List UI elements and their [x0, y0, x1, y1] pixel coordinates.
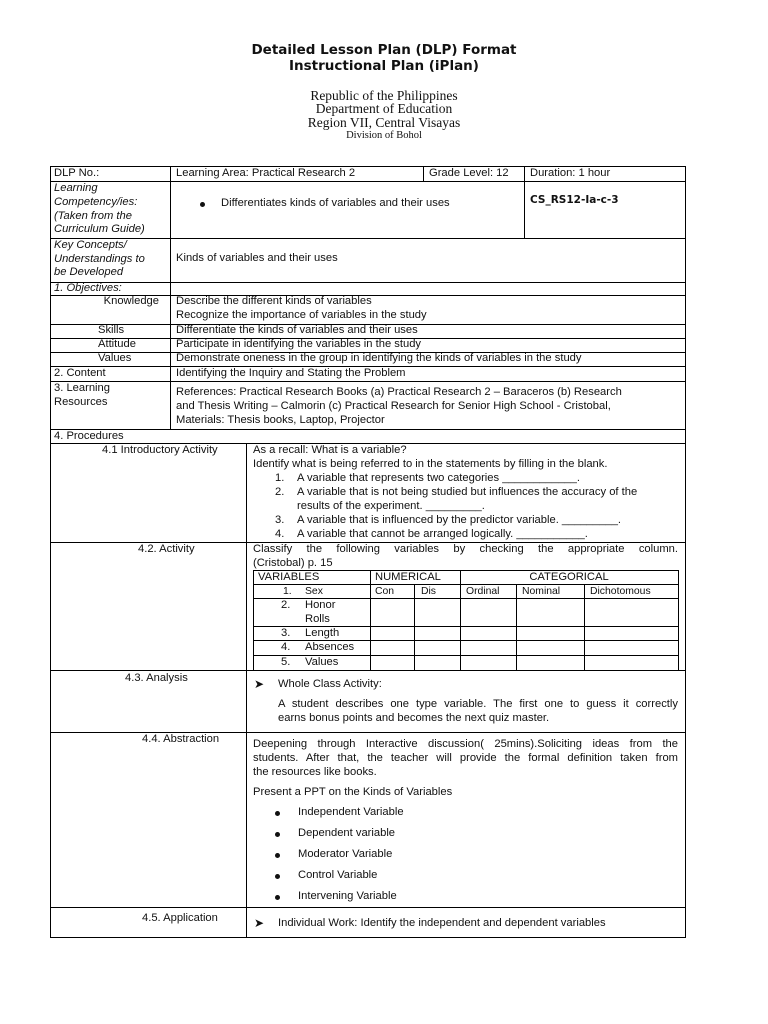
intro-item-text: A variable that cannot be arranged logically. ___________. — [297, 528, 588, 540]
intro-line-1: As a recall: What is a variable? — [253, 444, 407, 456]
resources-line-1: References: Practical Research Books (a) Practical Research 2 – Baraceros (b) Research — [176, 386, 622, 398]
document-title: Detailed Lesson Plan (DLP) Format — [251, 42, 517, 58]
variable-kind-item: Dependent variable — [298, 827, 396, 839]
intro-item-num: 1. — [275, 472, 285, 484]
skills-text: Differentiate the kinds of variables and their uses — [176, 324, 418, 336]
bullet-icon — [275, 811, 280, 816]
intro-activity-label: 4.1 Introductory Activity — [102, 444, 218, 456]
intro-item-num: 4. — [275, 528, 285, 540]
subheader-dis: Dis — [421, 586, 437, 597]
intro-item-num: 2. — [275, 486, 285, 498]
agency-division: Division of Bohol — [346, 130, 422, 141]
abstraction-line-1: Deepening through Interactive discussion( 25mins).Soliciting ideas from the — [253, 738, 678, 750]
competency-label-1: Learning — [54, 182, 98, 194]
analysis-line-1: A student describes one type variable. The first one to guess it correctly — [278, 698, 678, 710]
competency-code: CS_RS12-Ia-c-3 — [530, 194, 619, 206]
skills-label: Skills — [98, 324, 125, 336]
variable-kind-item: Intervening Variable — [298, 890, 397, 902]
variable-row-name: Length — [305, 627, 340, 639]
bullet-icon — [275, 832, 280, 837]
application-label: 4.5. Application — [142, 912, 218, 924]
competency-text: Differentiates kinds of variables and their uses — [221, 197, 450, 209]
variable-kind-item: Control Variable — [298, 869, 378, 881]
learning-area: Learning Area: Practical Research 2 — [176, 167, 356, 179]
dlp-number-label: DLP No.: — [54, 167, 100, 179]
activity-line-1: Classify the following variables by checking the appropriate column. — [253, 543, 678, 555]
concepts-label-3: be Developed — [54, 266, 124, 278]
bullet-icon — [200, 202, 205, 207]
agency-department: Department of Education — [315, 101, 453, 116]
intro-item-text: A variable that is not being studied but influences the accuracy of the — [297, 486, 638, 498]
values-text: Demonstrate oneness in the group in identifying the kinds of variables in the study — [176, 352, 582, 364]
values-label: Values — [98, 352, 132, 364]
document-subtitle: Instructional Plan (iPlan) — [289, 58, 479, 74]
abstraction-label: 4.4. Abstraction — [142, 733, 220, 745]
arrow-bullet-icon: ➤ — [254, 916, 265, 930]
abstraction-ppt: Present a PPT on the Kinds of Variables — [253, 786, 453, 798]
intro-line-2: Identify what is being referred to in the statements by filling in the blank. — [253, 458, 608, 470]
column-header-numerical: NUMERICAL — [375, 571, 441, 583]
variable-row-name: Values — [305, 656, 339, 668]
bullet-icon — [275, 853, 280, 858]
knowledge-label: Knowledge — [103, 295, 159, 307]
agency-republic: Republic of the Philippines — [310, 88, 458, 103]
competency-label-4: Curriculum Guide) — [54, 223, 145, 235]
content-label: 2. Content — [54, 367, 106, 379]
intro-item-text: results of the experiment. _________. — [297, 500, 485, 512]
resources-line-2: and Thesis Writing – Calmorin (c) Practical Research for Senior High School - Cristobal, — [176, 400, 611, 412]
abstraction-line-2: students. After that, the teacher will provide the formal definition taken from — [253, 752, 678, 764]
procedures-label: 4. Procedures — [54, 430, 124, 442]
analysis-line-2: earns bonus points and becomes the next quiz master. — [278, 712, 550, 724]
variable-row-name: Sex — [305, 586, 323, 597]
subheader-dichotomous: Dichotomous — [590, 586, 651, 597]
competency-label-2: Competency/ies: — [54, 196, 138, 208]
variable-kind-item: Moderator Variable — [298, 848, 393, 860]
variable-row-num: 4. — [281, 641, 291, 653]
intro-item-text: A variable that is influenced by the predictor variable. _________. — [297, 514, 622, 526]
agency-region: Region VII, Central Visayas — [307, 115, 461, 130]
variable-row-name: Absences — [305, 641, 355, 653]
concepts-label-1: Key Concepts/ — [54, 239, 127, 251]
variable-kind-item: Independent Variable — [298, 806, 404, 818]
subheader-con: Con — [375, 586, 395, 597]
subheader-ordinal: Ordinal — [466, 586, 500, 597]
content-text: Identifying the Inquiry and Stating the Problem — [176, 367, 406, 379]
concepts-label-2: Understandings to — [54, 253, 145, 265]
objectives-label: 1. Objectives: — [54, 282, 122, 294]
intro-item-text: A variable that represents two categories ____________. — [297, 472, 580, 484]
resources-label-1: 3. Learning — [54, 382, 110, 394]
variable-row-name: Honor — [305, 599, 336, 611]
variable-row-num: 2. — [281, 599, 291, 611]
resources-label-2: Resources — [54, 396, 108, 408]
bullet-icon — [275, 895, 280, 900]
attitude-label: Attitude — [98, 338, 136, 350]
knowledge-text-1: Describe the different kinds of variables — [176, 295, 372, 307]
abstraction-line-3: the resources like books. — [253, 766, 377, 778]
variable-row-num: 3. — [281, 627, 291, 639]
analysis-title: Whole Class Activity: — [278, 678, 382, 690]
attitude-text: Participate in identifying the variables in the study — [176, 338, 422, 350]
activity-line-2: (Cristobal) p. 15 — [253, 557, 333, 569]
intro-item-num: 3. — [275, 514, 285, 526]
activity-label: 4.2. Activity — [138, 543, 195, 555]
column-header-variables: VARIABLES — [258, 571, 320, 583]
knowledge-text-2: Recognize the importance of variables in the study — [176, 309, 427, 321]
duration: Duration: 1 hour — [530, 167, 611, 179]
resources-line-3: Materials: Thesis books, Laptop, Projector — [176, 414, 385, 426]
variable-row-num: 1. — [283, 586, 292, 597]
variable-row-num: 5. — [281, 656, 291, 668]
column-header-categorical: CATEGORICAL — [529, 571, 609, 583]
application-text: Individual Work: Identify the independent and dependent variables — [278, 917, 606, 929]
arrow-bullet-icon: ➤ — [254, 677, 265, 691]
concepts-text: Kinds of variables and their uses — [176, 252, 338, 264]
grade-level: Grade Level: 12 — [429, 167, 509, 179]
subheader-nominal: Nominal — [522, 586, 561, 597]
analysis-label: 4.3. Analysis — [125, 672, 188, 684]
bullet-icon — [275, 874, 280, 879]
variable-row-name: Rolls — [305, 613, 330, 625]
competency-label-3: (Taken from the — [54, 210, 132, 222]
